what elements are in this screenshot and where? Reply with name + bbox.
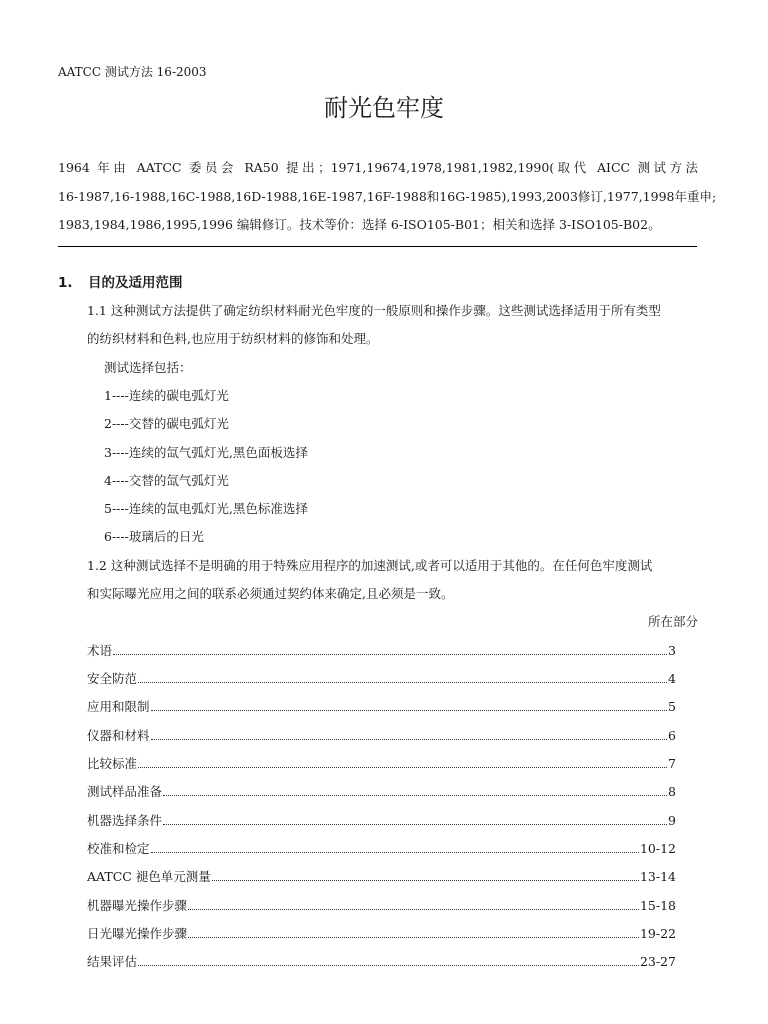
toc-entry bbox=[87, 952, 676, 970]
toc-entry bbox=[87, 839, 676, 857]
document-title: 耐光色牢度 bbox=[324, 94, 444, 122]
toc-entry-title: 校准和检定 bbox=[87, 841, 150, 856]
toc-entry-title: AATCC 褪色单元测量 bbox=[87, 869, 211, 884]
toc-entry-page: 5 bbox=[668, 699, 676, 714]
toc-entry-page: 10-12 bbox=[639, 841, 676, 856]
dot-leader bbox=[188, 909, 639, 910]
toc-entry-title: 结果评估 bbox=[87, 954, 138, 969]
toc-entry-page: 7 bbox=[668, 756, 676, 771]
toc-entry bbox=[87, 726, 676, 744]
toc-entry-title: 机器选择条件 bbox=[87, 813, 163, 828]
toc-entry bbox=[87, 782, 676, 800]
toc-entry-page: 9 bbox=[668, 813, 676, 828]
history-line-1: 1964 年由 AATCC 委员会 RA50 提出；1971,19674,1978,1981,1982,1990(取代 AICC 测试方法 bbox=[58, 160, 698, 175]
paragraph-1-1-line-2: 的纺织材料和色料,也应用于纺织材料的修饰和处理。 bbox=[87, 331, 379, 346]
dot-leader bbox=[138, 965, 639, 966]
toc-entry-title: 仪器和材料 bbox=[87, 728, 150, 743]
toc-entry-page: 23-27 bbox=[639, 954, 676, 969]
toc-entry bbox=[87, 867, 676, 885]
toc-entry-title: 应用和限制 bbox=[87, 699, 150, 714]
toc-entry bbox=[87, 641, 676, 659]
toc-entry-page: 15-18 bbox=[639, 898, 676, 913]
option-item: 1----连续的碳电弧灯光 bbox=[104, 388, 229, 403]
toc-entry bbox=[87, 669, 676, 687]
section-heading bbox=[58, 271, 183, 291]
toc-entry-page: 3 bbox=[668, 643, 676, 658]
toc-entry-title: 术语 bbox=[87, 643, 113, 658]
option-item: 2----交替的碳电弧灯光 bbox=[104, 416, 229, 431]
history-line-2: 16-1987,16-1988,16C-1988,16D-1988,16E-1987,16F-1988和16G-1985),1993,2003修订,1977,1998年重申; bbox=[58, 189, 717, 204]
toc-entry bbox=[87, 896, 676, 914]
option-item: 3----连续的氙气弧灯光,黑色面板选择 bbox=[104, 445, 308, 460]
toc-entry-title: 安全防范 bbox=[87, 671, 138, 686]
option-item: 6----玻璃后的日光 bbox=[104, 529, 204, 544]
standard-header: AATCC 测试方法 16-2003 bbox=[58, 65, 207, 79]
dot-leader bbox=[163, 795, 667, 796]
dot-leader bbox=[151, 710, 668, 711]
dot-leader bbox=[188, 937, 639, 938]
toc-entry bbox=[87, 697, 676, 715]
dot-leader bbox=[163, 824, 667, 825]
toc-entry-page: 4 bbox=[668, 671, 676, 686]
dot-leader bbox=[138, 682, 667, 683]
toc-entry bbox=[87, 924, 676, 942]
toc-entry-title: 比较标准 bbox=[87, 756, 138, 771]
dot-leader bbox=[151, 852, 639, 853]
toc-entry-page: 8 bbox=[668, 784, 676, 799]
section-number: 1. bbox=[58, 275, 73, 291]
paragraph-1-2-line-1: 1.2 这种测试选择不是明确的用于特殊应用程序的加速测试,或者可以适用于其他的。在任何色牢度测试 bbox=[87, 558, 653, 573]
dot-leader bbox=[151, 739, 668, 740]
paragraph-1-2-line-2: 和实际曝光应用之间的联系必须通过契约体来确定,且必须是一致。 bbox=[87, 586, 454, 601]
toc-entry-page: 6 bbox=[668, 728, 676, 743]
option-item: 4----交替的氙气弧灯光 bbox=[104, 473, 229, 488]
toc-entry-title: 日光曝光操作步骤 bbox=[87, 926, 188, 941]
toc-entry bbox=[87, 754, 676, 772]
toc-entry-title: 机器曝光操作步骤 bbox=[87, 898, 188, 913]
toc-entry-page: 19-22 bbox=[639, 926, 676, 941]
dot-leader bbox=[113, 654, 667, 655]
toc-entry bbox=[87, 811, 676, 829]
section-title: 目的及适用范围 bbox=[88, 275, 183, 291]
options-intro: 测试选择包括： bbox=[104, 360, 192, 375]
dot-leader bbox=[138, 767, 667, 768]
dot-leader bbox=[212, 880, 639, 881]
paragraph-1-1-line-1: 1.1 这种测试方法提供了确定纺织材料耐光色牢度的一般原则和操作步骤。这些测试选择适用于所有类型 bbox=[87, 303, 661, 318]
toc-entry-page: 13-14 bbox=[639, 869, 676, 884]
option-item: 5----连续的氙电弧灯光,黑色标准选择 bbox=[104, 501, 308, 516]
toc-entry-title: 测试样品准备 bbox=[87, 784, 163, 799]
history-line-3: 1983,1984,1986,1995,1996 编辑修订。技术等价：选择 6-ISO105-B01；相关和选择 3-ISO105-B02。 bbox=[58, 217, 661, 232]
divider-rule bbox=[58, 246, 697, 247]
toc-heading: 所在部分 bbox=[647, 614, 698, 629]
